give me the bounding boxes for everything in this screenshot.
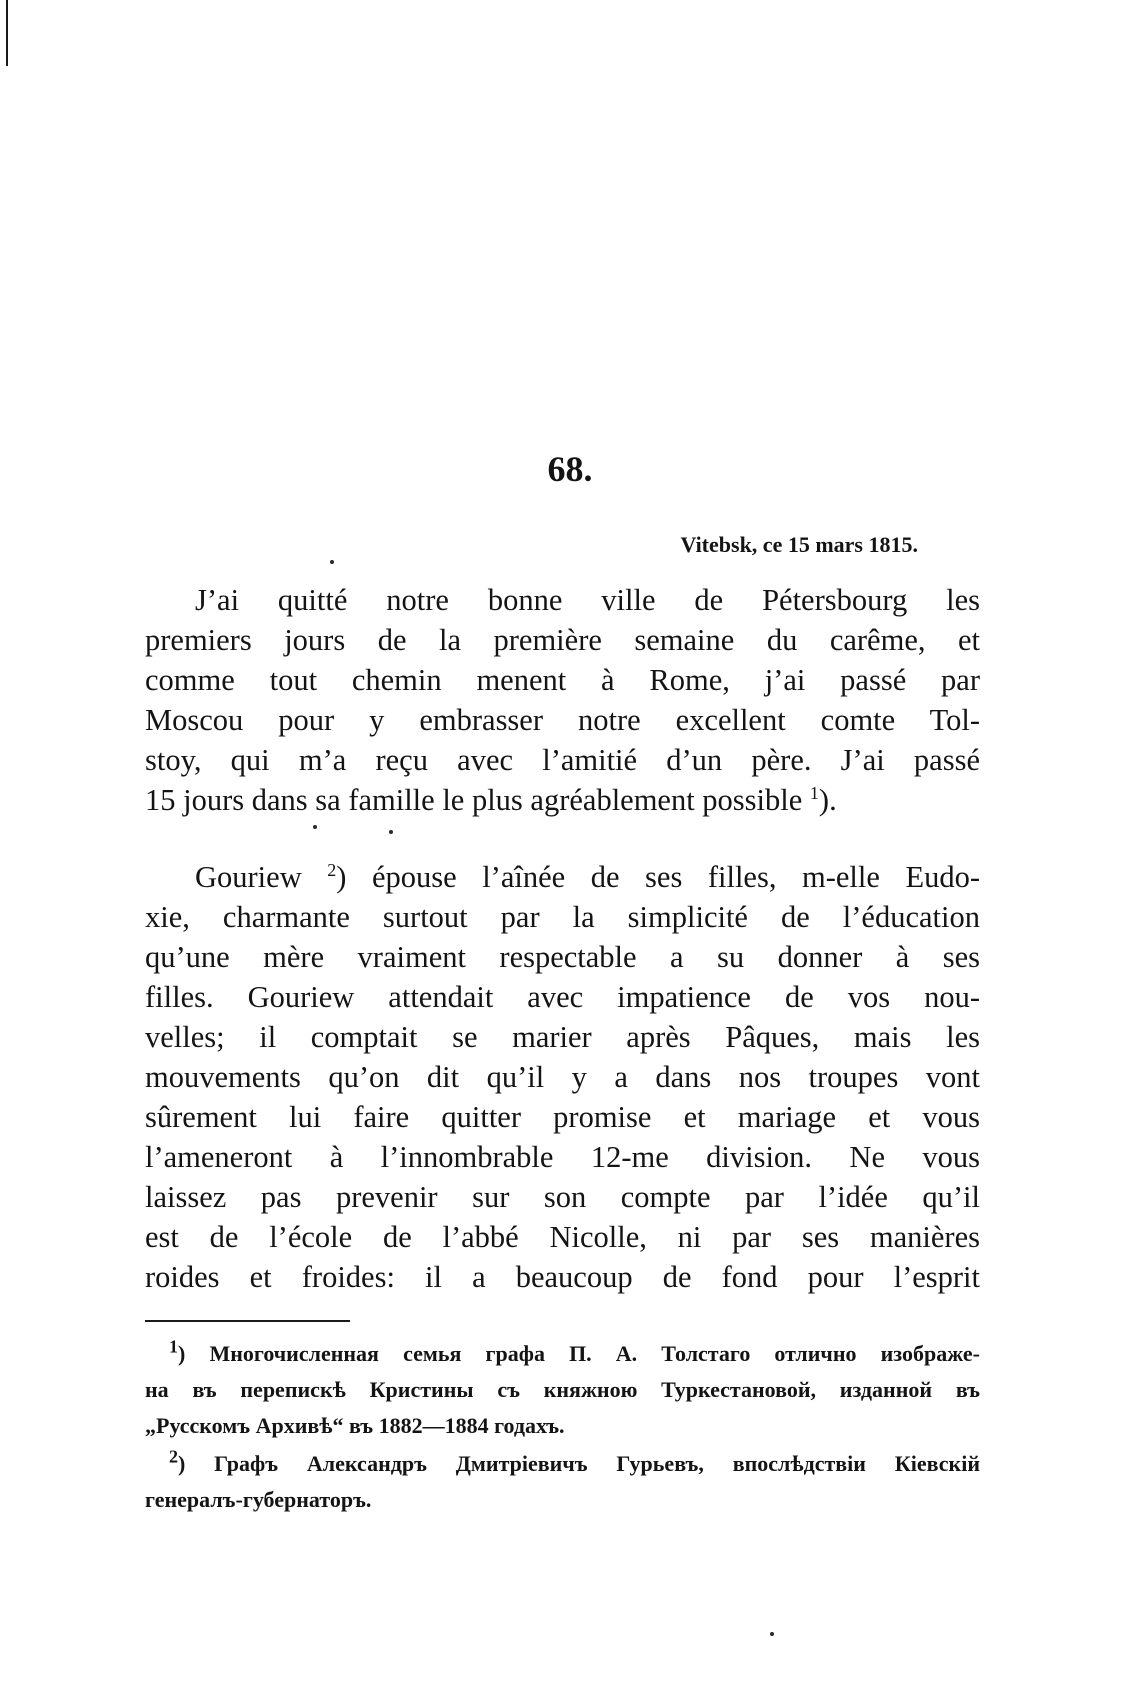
footnote-2 [145,1446,980,1518]
footnote-line [145,1446,980,1482]
text-line: roides et froides: il a beaucoup de fond pour l’esprit [145,1260,980,1294]
text-line: J’ai quitté notre bonne ville de Pétersbourg les [195,583,980,617]
ink-speck [313,825,317,829]
text-line [145,780,980,820]
text-line: Moscou pour y embrasser notre excellent comte Tol- [145,703,980,737]
footnote-marker: 1 [169,1336,178,1357]
text-fragment: 15 jours dans sa famille le plus agréablement possible [145,783,810,817]
text-line [145,857,980,897]
dateline: Vitebsk, ce 15 mars 1815. [680,532,918,557]
footnote-marker: 2 [169,1446,178,1467]
ink-speck [770,1632,774,1636]
footnote-line: на въ перепискѣ Кристины съ княжною Туркестановой, изданной въ [145,1377,980,1402]
footnote-line: генералъ-губернаторъ. [145,1487,372,1512]
text-line: premiers jours de la première semaine du carême, et [145,623,980,657]
text-line: filles. Gouriew attendait avec impatience de vos nou- [145,980,980,1014]
text-line: qu’une mère vraiment respectable a su donner à ses [145,940,980,974]
paragraph-1 [145,580,980,820]
text-line: l’ameneront à l’innombrable 12-me division. Ne vous [145,1140,980,1174]
ink-speck [330,560,334,564]
paragraph-2 [145,857,980,1297]
ink-speck [389,830,393,834]
text-fragment: ) Многочисленная семья графа П. А. Толстаго отлично изображе- [178,1341,980,1366]
text-fragment: ) Графъ Александръ Дмитріевичъ Гурьевъ, впослѣдствіи Кіевскій [178,1451,980,1476]
scan-edge-mark [6,0,8,66]
text-line: est de l’école de l’abbé Nicolle, ni par ses manières [145,1220,980,1254]
text-line: mouvements qu’on dit qu’il y a dans nos troupes vont [145,1060,980,1094]
text-fragment: Gouriew [195,860,328,894]
text-line: velles; il comptait se marier après Pâques, mais les [145,1020,980,1054]
text-fragment: ). [818,783,837,817]
footnote-1 [145,1336,980,1444]
footnote-ref-1: 1 [809,782,819,803]
text-line: laissez pas prevenir sur son compte par l’idée qu’il [145,1180,980,1214]
letter-number: 68. [547,449,593,489]
footnote-ref-2: 2 [327,859,337,880]
text-line: comme tout chemin menent à Rome, j’ai passé par [145,663,980,697]
footnote-line: „Русскомъ Архивѣ“ въ 1882—1884 годахъ. [145,1413,565,1438]
text-line: sûrement lui faire quitter promise et mariage et vous [145,1100,980,1134]
text-fragment: ) épouse l’aînée de ses filles, m-elle Eudo- [336,860,980,894]
footnote-line [145,1336,980,1372]
text-line: xie, charmante surtout par la simplicité de l’éducation [145,900,980,934]
footnote-divider [145,1320,350,1322]
text-line: stoy, qui m’a reçu avec l’amitié d’un père. J’ai passé [145,743,980,777]
